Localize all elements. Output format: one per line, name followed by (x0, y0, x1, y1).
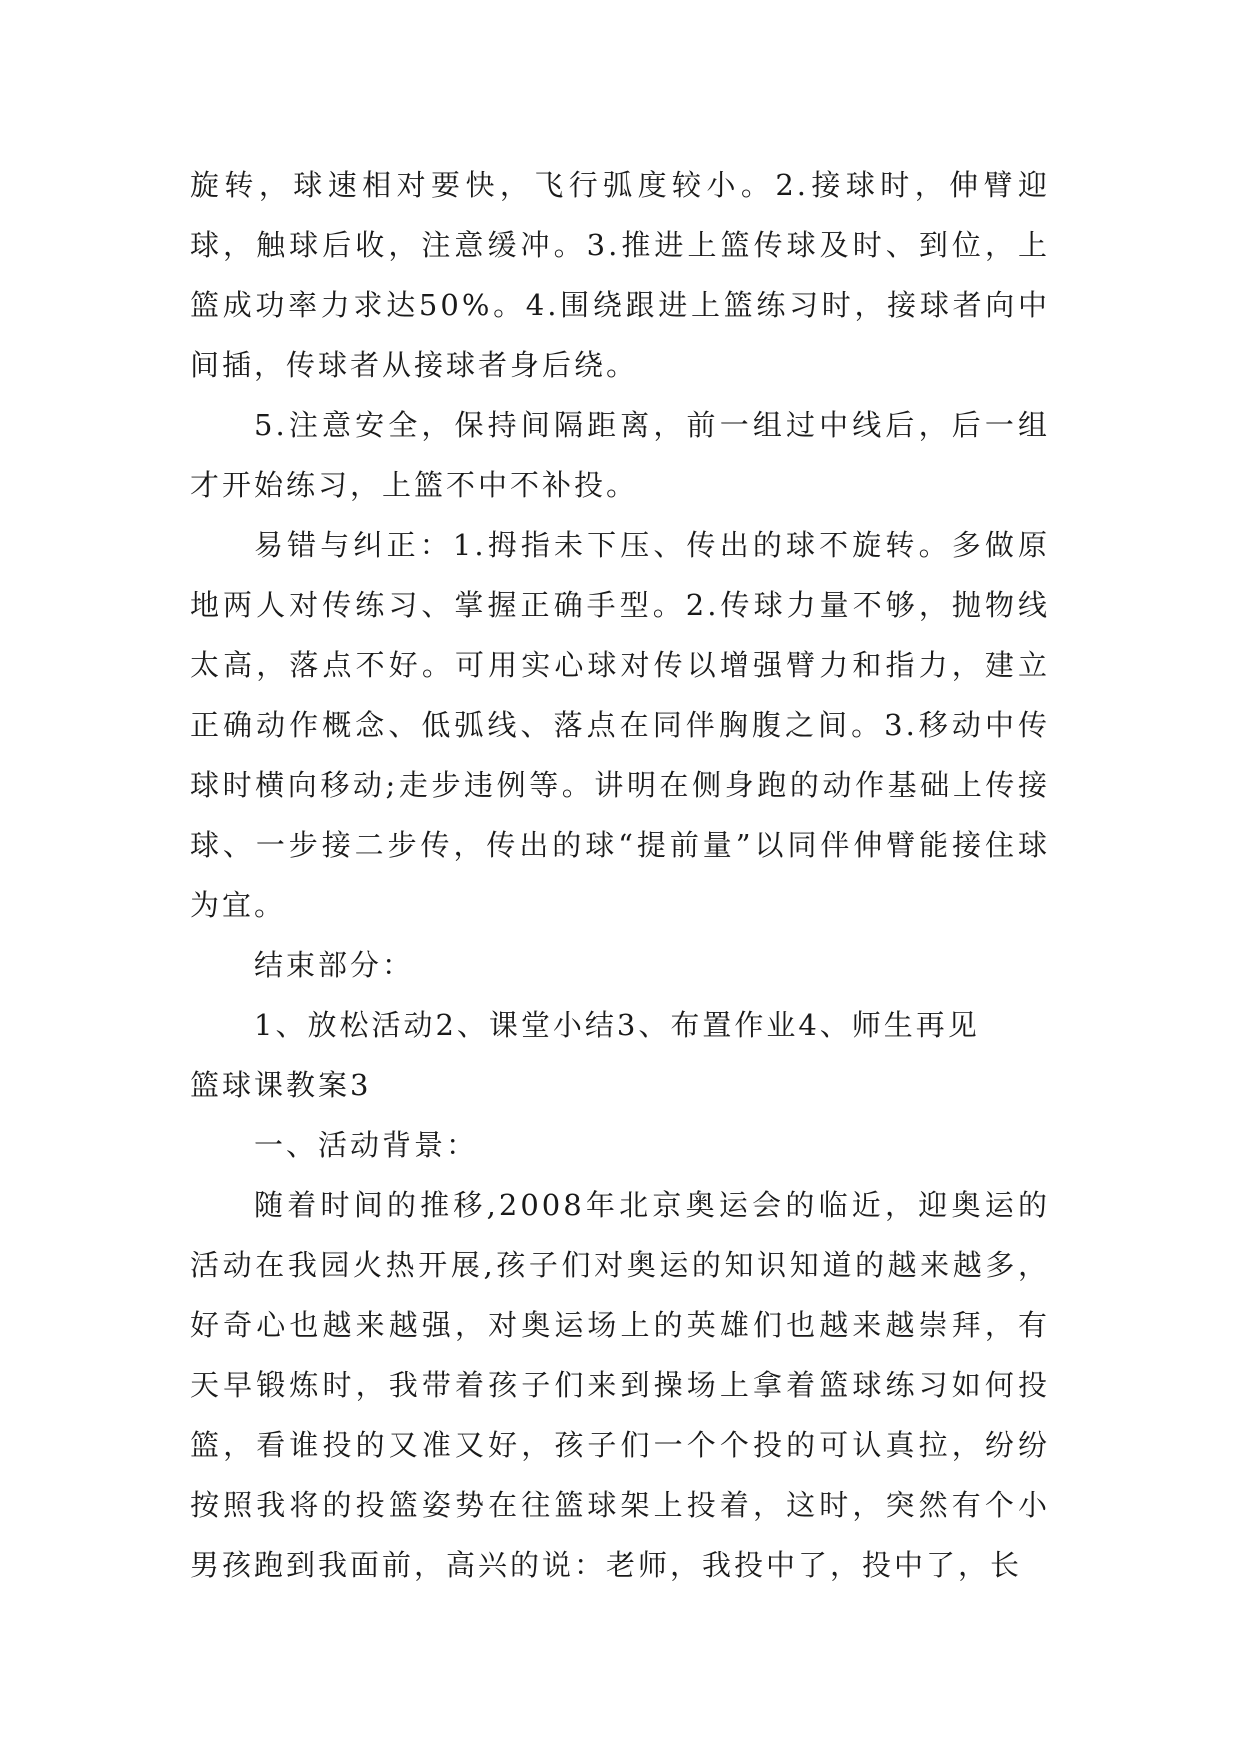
paragraph-background-heading: 一、活动背景： (254, 1128, 479, 1162)
document-body (190, 155, 1050, 1595)
paragraph-errors-corrections: 易错与纠正：1.拇指未下压、传出的球不旋转。多做原地两人对传练习、掌握正确手型。2.传球力量不够，抛物线太高，落点不好。可用实心球对传以增强臂力和指力，建立正确动作概念、低弧线、落点在同伴胸腹之间。3.移动中传球时横向移动;走步违例等。讲明在侧身跑的动作基础上传接球、一步接二步传，传出的球“提前量”以同伴伸臂能接住球为宜。 (190, 528, 1050, 922)
paragraph-technique-notes: 旋转，球速相对要快，飞行弧度较小。2.接球时，伸臂迎球，触球后收，注意缓冲。3.推进上篮传球及时、到位，上篮成功率力求达50%。4.围绕跟进上篮练习时，接球者向中间插，传球者从接球者身后绕。 (190, 168, 1050, 382)
paragraph-ending-steps: 1、放松活动2、课堂小结3、布置作业4、师生再见 (254, 1008, 980, 1042)
paragraph-safety-note: 5.注意安全，保持间隔距离，前一组过中线后，后一组才开始练习，上篮不中不补投。 (190, 408, 1050, 502)
paragraph-ending-heading: 结束部分： (254, 948, 415, 982)
paragraph-background-body: 随着时间的推移,2008年北京奥运会的临近，迎奥运的活动在我园火热开展,孩子们对奥运的知识知道的越来越多，好奇心也越来越强，对奥运场上的英雄们也越来越崇拜，有天早锻炼时，我带着孩子们来到操场上拿着篮球练习如何投篮，看谁投的又准又好，孩子们一个个投的可认真拉，纷纷按照我将的投篮姿势在往篮球架上投着，这时，突然有个小男孩跑到我面前，高兴的说：老师，我投中了，投中了，长 (190, 1188, 1050, 1582)
section-title-lesson-plan-3: 篮球课教案3 (190, 1068, 372, 1102)
